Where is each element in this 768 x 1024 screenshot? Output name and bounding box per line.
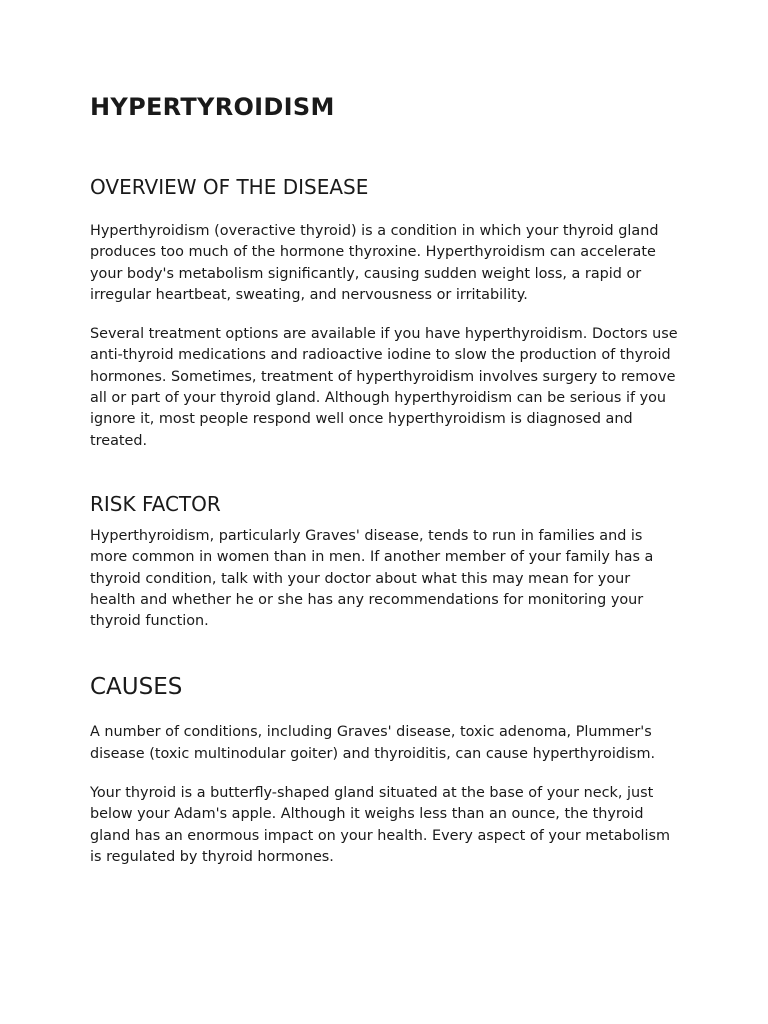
overview-paragraph: Several treatment options are available if you have hyperthyroidism. Doctors use anti-thyroid medications and radioactive iodine to slow the production of thyroid hormones. Sometimes, treatment of hyperthyroidism involves surgery to remove all or part of your thyroid gland. Although hyperthyroidism can be serious if you ignore it, most people respond well once hyperthyroidism is diagnosed and treated. [90, 326, 678, 449]
overview-paragraph: Hyperthyroidism (overactive thyroid) is a condition in which your thyroid gland produces too much of the hormone thyroxine. Hyperthyroidism can accelerate your body's metabolism significantly, causing sudden weight loss, a rapid or irregular heartbeat, sweating, and nervousness or irritability. [90, 223, 659, 303]
causes-paragraph: A number of conditions, including Graves' disease, toxic adenoma, Plummer's disease (toxic multinodular goiter) and thyroiditis, can cause hyperthyroidism. [90, 724, 656, 762]
section-heading-risk-factor: RISK FACTOR [90, 491, 221, 516]
causes-paragraph: Your thyroid is a butterfly-shaped gland situated at the base of your neck, just below your Adam's apple. Although it weighs less than an ounce, the thyroid gland has an enormous impact on your health. Every aspect of your metabolism is regulated by thyroid hormones. [90, 785, 671, 865]
document-title: HYPERTYROIDISM [90, 93, 335, 121]
risk-factor-paragraph: Hyperthyroidism, particularly Graves' disease, tends to run in families and is more common in women than in men. If another member of your family has a thyroid condition, talk with your doctor about what this may mean for your health and whether he or she has any recommendations for monitoring your thyroid function. [90, 527, 654, 630]
section-heading-causes: CAUSES [90, 674, 183, 701]
section-heading-overview: OVERVIEW OF THE DISEASE [90, 175, 369, 199]
document-body [90, 90, 680, 868]
